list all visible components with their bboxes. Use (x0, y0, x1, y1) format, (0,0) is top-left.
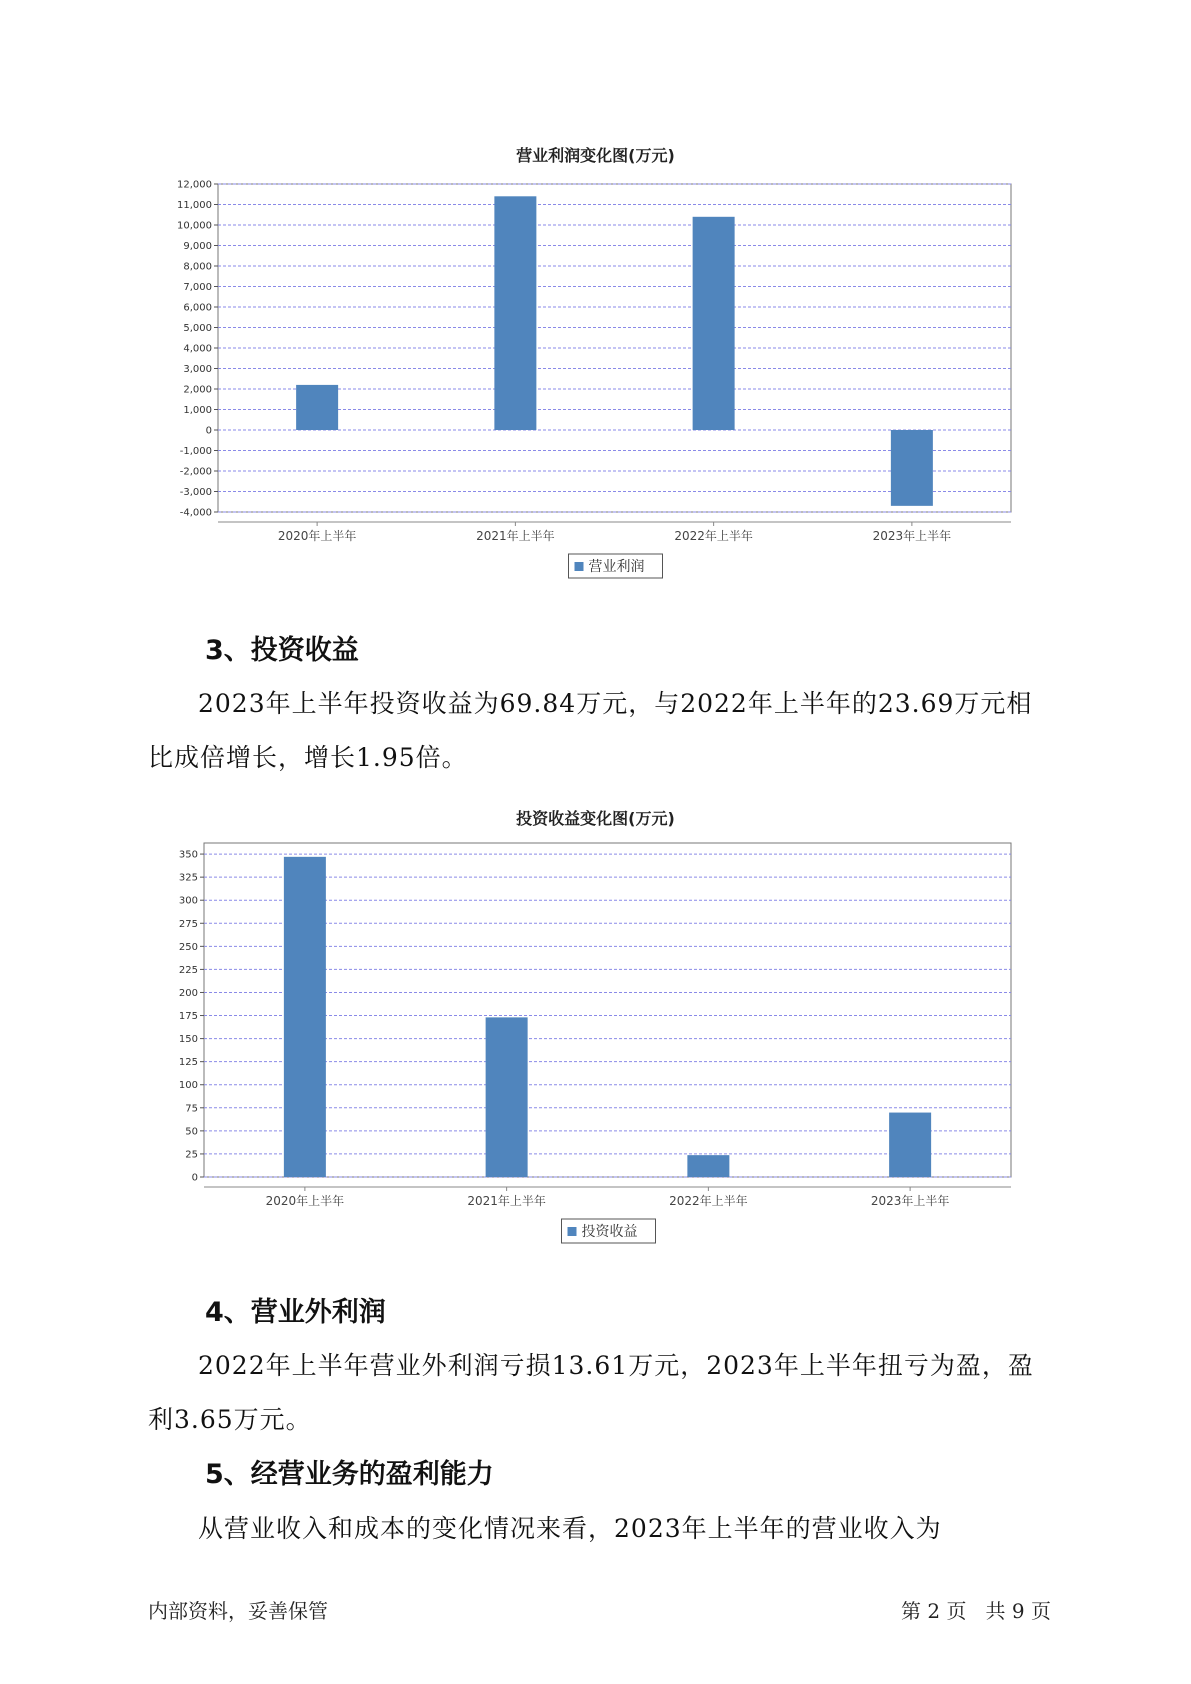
section-paragraph-profitability: 从营业收入和成本的变化情况来看，2023年上半年的营业收入为 (198, 1514, 942, 1543)
bar (889, 1113, 931, 1177)
legend-label: 营业利润 (588, 559, 645, 575)
y-tick-label: 1,000 (183, 405, 212, 416)
y-tick-label: 12,000 (177, 179, 212, 191)
bar (284, 857, 326, 1177)
y-tick-label: 250 (178, 941, 198, 953)
legend-swatch (575, 562, 584, 571)
bar (891, 430, 933, 506)
investment-income-chart (0, 835, 1191, 1260)
y-tick-label: 4,000 (183, 343, 212, 355)
y-tick-label: 50 (185, 1126, 198, 1138)
legend (569, 554, 663, 578)
chart-title-investment-income: 投资收益变化图(万元) (516, 809, 675, 828)
x-tick-label: 2022年上半年 (674, 529, 753, 543)
y-tick-label: 200 (178, 987, 198, 999)
section-paragraph-non-operating-profit: 2022年上半年营业外利润亏损13.61万元，2023年上半年扭亏为盈，盈利3.65万元。 (148, 1351, 1034, 1434)
section-heading-investment-income: 3、投资收益 (205, 635, 359, 666)
y-tick-label: 125 (178, 1057, 198, 1069)
y-tick-label: 350 (178, 849, 198, 861)
y-tick-label: -2,000 (179, 466, 212, 478)
y-tick-label: 0 (191, 1172, 198, 1184)
y-tick-label: 300 (178, 895, 198, 907)
y-tick-label: 3,000 (183, 364, 212, 375)
y-tick-label: -4,000 (179, 507, 212, 519)
bar (687, 1155, 729, 1177)
bar (486, 1017, 528, 1177)
x-tick-label: 2020年上半年 (277, 529, 357, 543)
footer-left: 内部资料，妥善保管 (148, 1599, 328, 1623)
y-tick-label: 5,000 (183, 323, 212, 334)
bar (693, 217, 735, 430)
bar (494, 196, 536, 430)
x-tick-label: 2023年上半年 (870, 1194, 950, 1208)
y-tick-label: 75 (185, 1103, 198, 1115)
x-tick-label: 2021年上半年 (476, 529, 555, 543)
y-tick-label: -3,000 (179, 487, 212, 498)
legend-label: 投资收益 (581, 1224, 638, 1240)
y-tick-label: 150 (178, 1034, 198, 1046)
y-tick-label: 8,000 (183, 261, 212, 273)
y-tick-label: 7,000 (183, 282, 212, 293)
y-tick-label: 175 (178, 1011, 198, 1023)
section-paragraph-investment-income: 2023年上半年投资收益为69.84万元，与2022年上半年的23.69万元相比成倍增长，增长1.95倍。 (148, 689, 1033, 772)
operating-profit-chart (0, 170, 1191, 610)
y-tick-label: -1,000 (179, 446, 212, 457)
y-tick-label: 9,000 (183, 241, 212, 252)
legend (562, 1219, 656, 1243)
y-tick-label: 0 (205, 425, 212, 437)
y-tick-label: 10,000 (177, 220, 212, 232)
y-tick-label: 225 (178, 964, 198, 976)
y-tick-label: 2,000 (183, 384, 212, 396)
legend-swatch (568, 1227, 577, 1236)
x-tick-label: 2021年上半年 (467, 1194, 546, 1208)
y-tick-label: 100 (178, 1080, 198, 1092)
x-tick-label: 2022年上半年 (669, 1194, 748, 1208)
x-tick-label: 2020年上半年 (265, 1194, 345, 1208)
y-tick-label: 11,000 (177, 200, 212, 211)
section-heading-non-operating-profit: 4、营业外利润 (205, 1297, 386, 1328)
y-tick-label: 6,000 (183, 302, 212, 314)
y-tick-label: 325 (178, 872, 198, 884)
y-tick-label: 275 (178, 918, 198, 930)
section-heading-profitability: 5、经营业务的盈利能力 (205, 1459, 494, 1490)
x-tick-label: 2023年上半年 (872, 529, 952, 543)
y-tick-label: 25 (185, 1149, 198, 1161)
bar (296, 385, 338, 430)
chart-title-operating-profit: 营业利润变化图(万元) (516, 146, 675, 165)
footer-right: 第 2 页 共 9 页 (901, 1599, 1051, 1623)
